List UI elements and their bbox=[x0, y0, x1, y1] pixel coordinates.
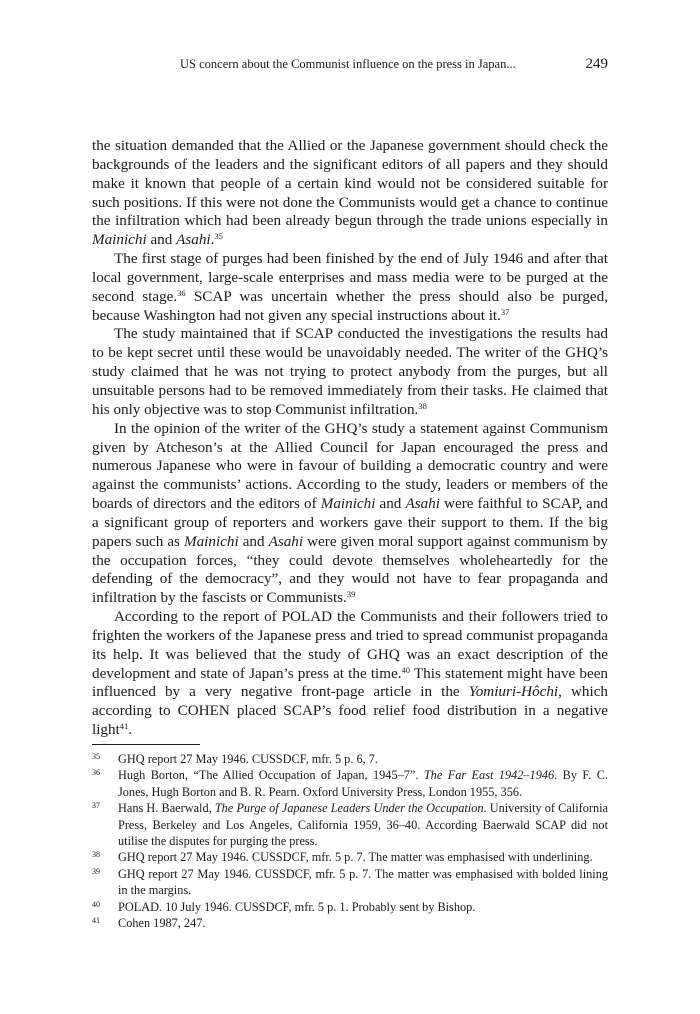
running-head bbox=[92, 54, 608, 74]
text-run: The first stage of purges had been finished by the end of July 1946 and after that local government, large-scale enterprises and mass media were to be purged at the second stage. bbox=[92, 250, 608, 305]
footnote-number: 35 bbox=[92, 752, 100, 761]
footnote-number: 37 bbox=[92, 801, 100, 811]
page-number: 249 bbox=[585, 56, 608, 72]
text-run: According to the report of POLAD the Communists and their followers tried to frighten the workers of the Japanese press and tried to spread communist propaganda its help. It was believed that the study of GHQ was an exact description of the development and state of Japan’s press at the time. bbox=[92, 608, 608, 682]
text-run: and bbox=[375, 495, 406, 513]
paragraph bbox=[92, 608, 608, 740]
text-run: . By F. C. Jones, Hugh Borton and B. R. Pearn. Oxford University Press, London 1955, 356. bbox=[118, 768, 608, 799]
paragraph bbox=[92, 420, 608, 608]
footnote-ref: 41 bbox=[119, 721, 129, 732]
footnote-divider bbox=[92, 744, 200, 745]
footnote bbox=[92, 751, 608, 767]
paragraph bbox=[92, 250, 608, 325]
footnote-number: 40 bbox=[92, 899, 100, 909]
text-run: were faithful to SCAP, and a significant group of reporters and workers gave their support to them. If the big papers such as bbox=[92, 495, 609, 550]
footnote-text bbox=[118, 850, 593, 864]
text-run: Cohen 1987, 247. bbox=[118, 916, 206, 931]
footnotes bbox=[92, 751, 608, 931]
text-run: Hans H. Baerwald, bbox=[118, 801, 215, 816]
text-run: GHQ report 27 May 1946. CUSSDCF, mfr. 5 p. 7. The matter was emphasised with bolded lining in the margins. bbox=[118, 866, 608, 898]
document-page bbox=[92, 0, 608, 1014]
italic-text: Asahi bbox=[176, 231, 211, 249]
text-run: the situation demanded that the Allied or the Japanese government should check the backgrounds of the leaders and the significant editors of all papers and they should make it known that people of a certain kind would not be considered suitable for such positions. If this were not done the Communists would get a chance to continue the infiltration which had been already begun through the trade unions especially in bbox=[92, 137, 608, 230]
text-run: Hugh Borton, “The Allied Occupation of Japan, 1945–7”. bbox=[118, 768, 424, 783]
footnote bbox=[92, 866, 608, 899]
footnote bbox=[92, 899, 608, 915]
text-run: . bbox=[210, 231, 215, 249]
body-text bbox=[92, 137, 608, 740]
paragraph bbox=[92, 137, 608, 250]
footnote-text bbox=[118, 801, 608, 848]
footnote-text bbox=[118, 916, 205, 930]
italic-text: The Far East 1942–1946 bbox=[423, 768, 555, 783]
italic-text: Mainichi bbox=[183, 532, 239, 550]
footnote bbox=[92, 800, 608, 849]
footnote-text bbox=[118, 752, 378, 766]
text-run: The study maintained that if SCAP conducted the investigations the results had to be kept secret until these would be unavoidably needed. The writer of the GHQ’s study claimed that he was not trying to protect anybody from the purges, but all unsuitable persons had to be removed immediately from their tasks. He claimed that his only objective was to stop Communist infiltration. bbox=[92, 325, 608, 418]
footnote-text bbox=[118, 768, 608, 798]
footnote-text bbox=[118, 867, 608, 897]
italic-text: Asahi bbox=[268, 532, 304, 550]
footnote-ref: 39 bbox=[346, 589, 356, 600]
text-run: were given moral support against communism by the occupation forces, “they could devote themselves wholeheartedly for the defending of the democracy”, and they would not have to fear propaganda and infiltration by the fascists or Communists. bbox=[92, 532, 608, 607]
italic-text: Yomiuri-Hôchi bbox=[468, 683, 559, 701]
text-run: , which according to COHEN placed SCAP’s food relief food distribution in a negative light bbox=[92, 683, 608, 739]
italic-text: Mainichi bbox=[92, 231, 147, 249]
text-run: This statement might have been influenced by a very negative front-page article in the bbox=[92, 664, 608, 701]
footnote-number: 38 bbox=[92, 850, 100, 860]
text-run: POLAD. 10 July 1946. CUSSDCF, mfr. 5 p. 1. Probably sent by Bishop. bbox=[118, 899, 476, 914]
text-run: . University of California Press, Berkeley and Los Angeles, California 1959, 36–40. According Baerwald SCAP did not utilise the disputes for purging the press. bbox=[118, 801, 608, 849]
text-run: and bbox=[146, 231, 177, 249]
footnote-ref: 40 bbox=[401, 664, 411, 675]
italic-text: Mainichi bbox=[320, 495, 376, 513]
italic-text: The Purge of Japanese Leaders Under the Occupation bbox=[214, 801, 484, 816]
footnote bbox=[92, 915, 608, 931]
footnote-number: 39 bbox=[92, 866, 100, 876]
footnote-ref: 38 bbox=[418, 400, 427, 411]
text-run: GHQ report 27 May 1946. CUSSDCF, mfr. 5 p. 7. The matter was emphasised with underlining. bbox=[118, 850, 593, 865]
text-run: In the opinion of the writer of the GHQ’s study a statement against Communism given by Atcheson’s at the Allied Council for Japan encouraged the press and numerous Japanese who were in favour of building a democratic country and were against the communists’ actions. According to the study, leaders or members of the boards of directors and the editors of bbox=[92, 419, 608, 513]
footnote bbox=[92, 849, 608, 865]
text-run: . bbox=[128, 721, 133, 739]
text-run: and bbox=[238, 532, 269, 550]
footnote-number: 41 bbox=[92, 916, 100, 926]
text-run: GHQ report 27 May 1946. CUSSDCF, mfr. 5 p. 6, 7. bbox=[118, 752, 378, 766]
footnote-ref: 36 bbox=[177, 287, 186, 298]
running-head-title: US concern about the Communist influence on the press in Japan... bbox=[180, 57, 516, 71]
paragraph bbox=[92, 325, 608, 419]
footnote bbox=[92, 767, 608, 800]
footnote-ref: 35 bbox=[214, 231, 223, 242]
italic-text: Asahi bbox=[405, 495, 440, 513]
footnote-ref: 37 bbox=[500, 306, 510, 317]
text-run: SCAP was uncertain whether the press should also be purged, because Washington had not given any special instructions about it. bbox=[92, 287, 608, 324]
footnote-text bbox=[118, 900, 475, 914]
footnote-number: 36 bbox=[92, 768, 100, 778]
